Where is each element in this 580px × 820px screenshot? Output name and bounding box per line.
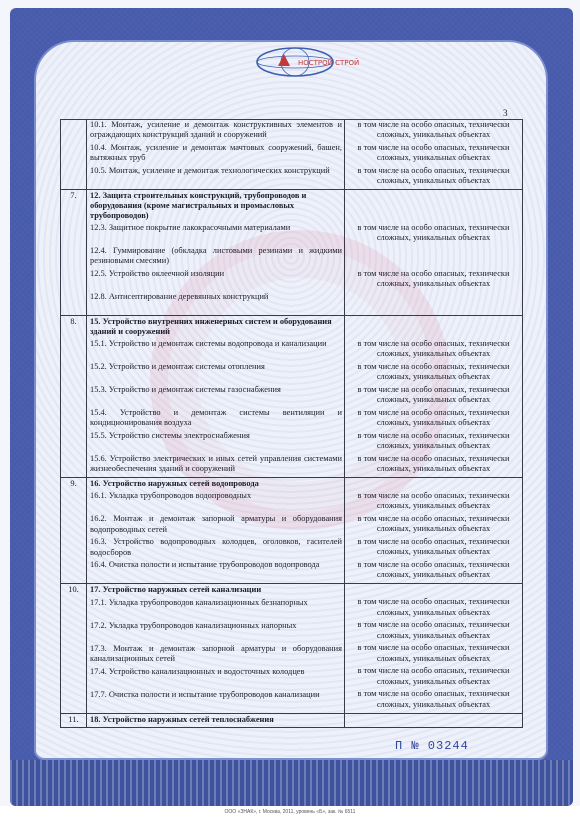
section-number	[61, 120, 87, 190]
logo-text: НОСТРОЙ СТРОЙ	[298, 59, 360, 67]
work-item: 12.5. Устройство оклеечной изоляции	[90, 269, 225, 279]
scope-cell	[345, 478, 523, 584]
work-types-cell	[87, 316, 345, 478]
scope-cell	[345, 584, 523, 713]
scope-spacer	[345, 190, 522, 223]
organization-logo	[254, 44, 360, 80]
scope-cell	[345, 316, 523, 478]
work-item-scope: в том числе на особо опасных, технически сложных, уникальных объектах	[357, 120, 510, 140]
section-number: 10.	[61, 584, 87, 713]
work-types-cell	[87, 478, 345, 584]
work-item: 16.4. Очистка полости и испытание трубопроводов водопровода	[90, 560, 320, 570]
work-item: 16.2. Монтаж и демонтаж запорной арматуры и оборудования водопроводных сетей	[90, 514, 342, 534]
section-title: 16. Устройство наружных сетей водопровода	[90, 479, 259, 489]
scope-spacer	[345, 316, 522, 339]
printer-imprint: ООО «ЗНАК», г. Москва, 2011, уровень «Б», зак. № 6511	[224, 809, 356, 815]
work-item-scope: в том числе на особо опасных, технически сложных, уникальных объектах	[357, 491, 510, 511]
work-item: 17.1. Укладка трубопроводов канализационных безнапорных	[90, 597, 308, 607]
work-item-scope: в том числе на особо опасных, технически сложных, уникальных объектах	[357, 689, 510, 709]
work-item: 15.4. Устройство и демонтаж системы вентиляции и кондиционирования воздуха	[90, 408, 342, 428]
work-item-scope	[345, 246, 522, 266]
section-row	[61, 120, 523, 190]
work-types-cell	[87, 713, 345, 727]
work-item: 16.1. Укладка трубопроводов водопроводных	[90, 491, 252, 501]
work-item: 12.4. Гуммирование (обкладка листовыми резинами и жидкими резиновыми смесями)	[90, 246, 342, 266]
work-item-scope: в том числе на особо опасных, технически сложных, уникальных объектах	[357, 385, 510, 405]
work-item: 17.7. Очистка полости и испытание трубопроводов канализации	[90, 689, 320, 699]
section-title: 18. Устройство наружных сетей теплоснабжения	[90, 714, 274, 724]
permitted-works-table	[60, 119, 523, 728]
scope-spacer	[345, 584, 522, 597]
section-number: 8.	[61, 316, 87, 478]
section-row	[61, 316, 523, 478]
work-item: 10.5. Монтаж, усиление и демонтаж технологических конструкций	[90, 166, 330, 175]
scope-spacer	[345, 714, 522, 727]
work-item-scope: в том числе на особо опасных, технически сложных, уникальных объектах	[357, 643, 510, 663]
work-item-scope: в том числе на особо опасных, технически сложных, уникальных объектах	[357, 431, 510, 451]
work-item-scope: в том числе на особо опасных, технически сложных, уникальных объектах	[357, 362, 510, 382]
section-number: 11.	[61, 713, 87, 727]
serial-number: П № 03244	[395, 739, 469, 753]
section-row	[61, 478, 523, 584]
work-item: 17.2. Укладка трубопроводов канализационных напорных	[90, 620, 297, 630]
work-item: 15.5. Устройство системы электроснабжения	[90, 431, 250, 441]
work-item: 15.1. Устройство и демонтаж системы водопровода и канализации	[90, 339, 327, 349]
work-types-cell	[87, 120, 345, 190]
bottom-ornament-band	[10, 760, 573, 806]
work-item: 17.4. Устройство канализационных и водосточных колодцев	[90, 666, 305, 676]
work-item-scope: в том числе на особо опасных, технически сложных, уникальных объектах	[357, 269, 510, 289]
work-types-cell	[87, 190, 345, 316]
work-item: 17.3. Монтаж и демонтаж запорной арматуры и оборудования канализационных сетей	[90, 643, 342, 663]
work-item-scope: в том числе на особо опасных, технически сложных, уникальных объектах	[357, 339, 510, 359]
section-title: 12. Защита строительных конструкций, трубопроводов и оборудования (кроме магистральных и промысловых трубопроводов)	[90, 191, 307, 221]
scope-cell	[345, 713, 523, 727]
work-item: 15.6. Устройство электрических и иных сетей управления системами жизнеобеспечения зданий и сооружений	[90, 454, 342, 474]
work-item: 16.3. Устройство водопроводных колодцев, оголовков, гасителей водосборов	[90, 537, 342, 557]
work-item-scope: в том числе на особо опасных, технически сложных, уникальных объектах	[357, 537, 510, 557]
work-item-scope: в том числе на особо опасных, технически сложных, уникальных объектах	[357, 166, 510, 186]
work-item: 15.2. Устройство и демонтаж системы отопления	[90, 362, 265, 372]
work-item: 10.1. Монтаж, усиление и демонтаж конструктивных элементов и ограждающих конструкций зданий и сооружений	[90, 120, 342, 140]
work-item-scope: в том числе на особо опасных, технически сложных, уникальных объектах	[357, 408, 510, 428]
section-number: 7.	[61, 190, 87, 316]
section-row	[61, 190, 523, 316]
scope-cell	[345, 120, 523, 190]
scope-spacer	[345, 478, 522, 491]
section-row	[61, 584, 523, 713]
work-item-scope: в том числе на особо опасных, технически сложных, уникальных объектах	[357, 666, 510, 686]
section-title: 17. Устройство наружных сетей канализации	[90, 585, 262, 595]
work-item-scope: в том числе на особо опасных, технически сложных, уникальных объектах	[357, 143, 510, 163]
work-item-scope: в том числе на особо опасных, технически сложных, уникальных объектах	[357, 560, 510, 580]
work-item-scope: в том числе на особо опасных, технически сложных, уникальных объектах	[357, 514, 510, 534]
scope-cell	[345, 190, 523, 316]
work-item: 10.4. Монтаж, усиление и демонтаж мачтовых сооружений, башен, вытяжных труб	[90, 143, 342, 163]
section-title: 15. Устройство внутренних инженерных систем и оборудования зданий и сооружений	[90, 317, 332, 337]
work-item-scope: в том числе на особо опасных, технически сложных, уникальных объектах	[357, 620, 510, 640]
section-number: 9.	[61, 478, 87, 584]
work-item-scope: в том числе на особо опасных, технически сложных, уникальных объектах	[357, 223, 510, 243]
work-item-scope: в том числе на особо опасных, технически сложных, уникальных объектах	[357, 597, 510, 617]
section-row	[61, 713, 523, 727]
work-types-cell	[87, 584, 345, 713]
work-item: 15.3. Устройство и демонтаж системы газоснабжения	[90, 385, 281, 395]
page-number: 3	[503, 108, 508, 118]
work-item-scope	[345, 292, 522, 312]
work-item: 12.8. Антисептирование деревянных конструкций	[90, 292, 269, 302]
work-item-scope: в том числе на особо опасных, технически сложных, уникальных объектах	[357, 454, 510, 474]
work-item: 12.3. Защитное покрытие лакокрасочными материалами	[90, 223, 291, 233]
